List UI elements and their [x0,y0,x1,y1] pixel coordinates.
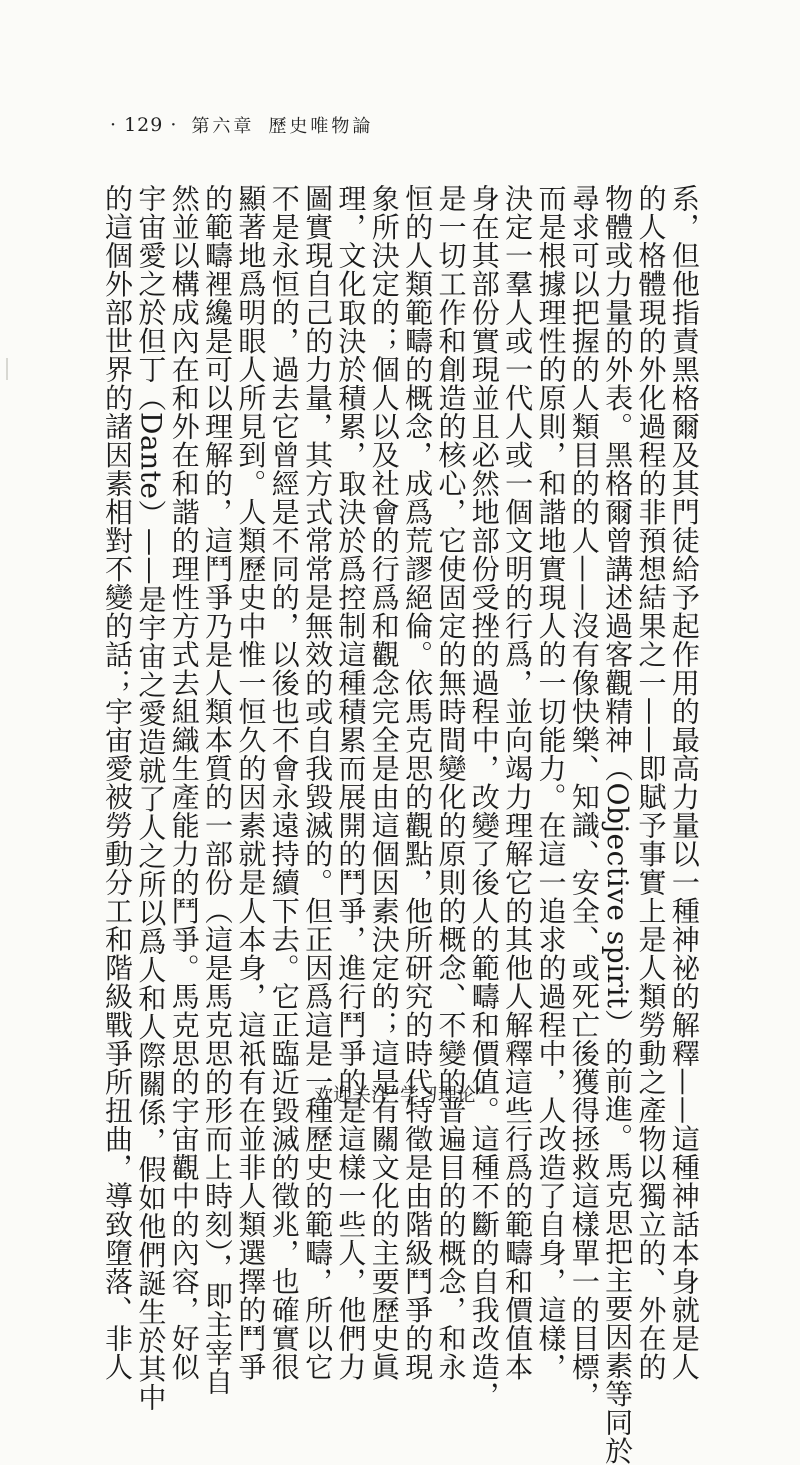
text-column-14: 顯著地爲明眼人所見到。人類歷史中惟一恒久的因素就是人本身，這祇有在並非人類選擇的鬥爭 [234,184,268,1381]
chapter-label: 第六章 [191,116,255,137]
text-column-2: 的人格體現的外化過程的非預想結果之一——即賦予事實上是人類勞動之產物以獨立的、外在的 [634,184,668,1381]
text-column-15: 的範疇裡纔是可以理解的，這鬥爭乃是人類本質的一部份（這是馬克思的形而上時刻），即主宰自 [201,184,235,1396]
text-column-13: 不是永恒的，過去它曾經是不同的，以後也不會永遠持續下去。它正臨近毀滅的徵兆，也確實很 [267,184,301,1381]
text-column-5: 而是根據理性的原則，和諧地實現人的一切能力。在這一追求的過程中，人改造了自身，這樣， [534,184,568,1381]
footer-watermark-text: 欢迎关注“学习理论” [314,1084,486,1106]
text-column-11: 理，文化取決於積累，取決於爲控制這種積累而展開的鬥爭，進行鬥爭的是這樣一些人，他們力 [334,184,368,1381]
text-column-16: 然並以構成內在和外在和諧的理性方式去組織生產能力的鬥爭。馬克思的宇宙觀中的內容，好似 [167,184,201,1381]
text-column-9: 恒的人類範疇的概念，成爲荒謬絕倫。依馬克思的觀點，他所研究的時代特徵是由階級鬥爭的現 [401,184,435,1381]
text-column-8: 是一切工作和創造的核心，它使固定的無時間變化的原則的概念、不變的普遍目的的概念，和永 [434,184,468,1381]
page-edge-mark [6,358,8,380]
text-column-6: 決定一羣人或一代人或一個文明的行爲，並向竭力理解它的其他人解釋這些行爲的範疇和價值本 [501,184,535,1381]
text-column-4: 尋求可以把握的人類目的的人——沒有像快樂、知識、安全、或死亡後獲得拯救這樣單一的目標， [567,184,601,1410]
page-number: · 129 · [110,114,178,136]
text-column-7: 身在其部份實現並且必然地部份受挫的過程中，改變了後人的範疇和價值。這種不斷的自我改造， [467,184,501,1410]
text-column-18: 的這個外部世界的諸因素相對不變的話；宇宙愛被勞動分工和階級戰爭所扭曲，導致墮落、非人 [101,184,134,1381]
text-column-10: 象所決定的；個人以及社會的行爲和觀念完全是由這個因素決定的；這是有關文化的主要歷史眞 [367,184,401,1381]
text-column-1: 系，但他指責黑格爾及其門徒給予起作用的最高力量以一種神祕的解釋——這種神話本身就是人 [667,184,701,1381]
chapter-title: 歷史唯物論 [268,116,374,137]
text-column-17: 宇宙愛之於但丁（Dante）——是宇宙之愛造就了人之所以爲人和人際關係，假如他們誕生於其中 [134,184,168,1412]
running-header [110,112,373,138]
text-column-12: 圖實現自己的力量，其方式常常是無效的或自我毀滅的。但正因爲這是一種歷史的範疇，所以它 [301,184,335,1381]
text-column-3: 物體或力量的外表。黑格爾曾講述過客觀精神（Objective spirit）的前進。馬克思把主要因素等同於 [601,184,635,1465]
